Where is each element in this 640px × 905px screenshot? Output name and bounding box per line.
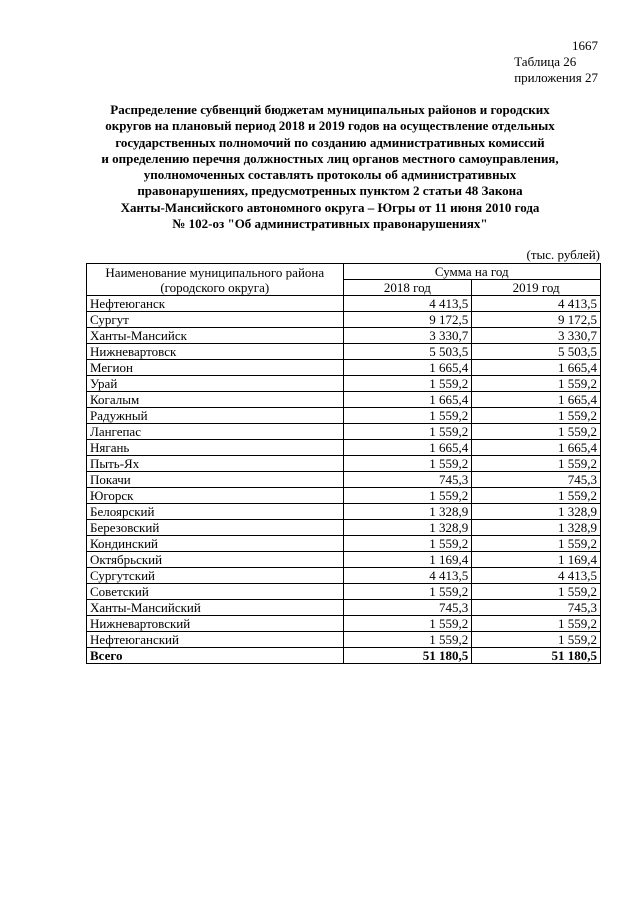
header-2019: 2019 год bbox=[472, 280, 601, 296]
value-2018-cell: 4 413,5 bbox=[343, 296, 472, 312]
title-line: государственных полномочий по созданию административных комиссий bbox=[115, 134, 545, 150]
value-2018-cell: 1 559,2 bbox=[343, 632, 472, 648]
value-2019-cell: 3 330,7 bbox=[472, 328, 601, 344]
table-row bbox=[87, 440, 601, 456]
value-2019-cell: 4 413,5 bbox=[472, 568, 601, 584]
appendix-label: приложения 27 bbox=[514, 70, 598, 85]
header-2018: 2018 год bbox=[343, 280, 472, 296]
value-2019-cell: 745,3 bbox=[472, 472, 601, 488]
value-2019-cell: 1 559,2 bbox=[472, 584, 601, 600]
table-row bbox=[87, 568, 601, 584]
value-2019-cell: 9 172,5 bbox=[472, 312, 601, 328]
table-row bbox=[87, 504, 601, 520]
value-2018-cell: 1 559,2 bbox=[343, 456, 472, 472]
table-row bbox=[87, 312, 601, 328]
value-2018-cell: 745,3 bbox=[343, 472, 472, 488]
table-row bbox=[87, 584, 601, 600]
value-2018-cell: 3 330,7 bbox=[343, 328, 472, 344]
municipality-cell: Нефтеюганский bbox=[87, 632, 344, 648]
title-line: уполномоченных составлять протоколы об административных bbox=[143, 167, 517, 183]
municipality-cell: Октябрьский bbox=[87, 552, 344, 568]
value-2019-cell: 1 559,2 bbox=[472, 488, 601, 504]
value-2019-cell: 1 559,2 bbox=[472, 424, 601, 440]
total-row bbox=[87, 648, 601, 664]
table-row bbox=[87, 392, 601, 408]
table-row bbox=[87, 360, 601, 376]
value-2019-cell: 1 665,4 bbox=[472, 392, 601, 408]
municipality-cell: Нижневартовск bbox=[87, 344, 344, 360]
municipality-cell: Пыть-Ях bbox=[87, 456, 344, 472]
header-municipality-line1: Наименование муниципального района bbox=[105, 264, 325, 280]
value-2019-cell: 1 559,2 bbox=[472, 536, 601, 552]
table-row bbox=[87, 344, 601, 360]
municipality-cell: Радужный bbox=[87, 408, 344, 424]
value-2018-cell: 1 559,2 bbox=[343, 584, 472, 600]
value-2019-cell: 4 413,5 bbox=[472, 296, 601, 312]
title-line: правонарушениях, предусмотренных пунктом 2 статьи 48 Закона bbox=[137, 183, 523, 199]
header-municipality-line2: (городского округа) bbox=[160, 279, 270, 295]
header-municipality bbox=[87, 264, 344, 296]
value-2018-cell: 1 665,4 bbox=[343, 440, 472, 456]
municipality-cell: Белоярский bbox=[87, 504, 344, 520]
title-line: округов на плановый период 2018 и 2019 годов на осуществление отдельных bbox=[105, 118, 555, 134]
title-line: и определению перечня должностных лиц органов местного самоуправления, bbox=[101, 150, 559, 166]
table-row bbox=[87, 296, 601, 312]
value-2018-cell: 1 559,2 bbox=[343, 424, 472, 440]
table-row bbox=[87, 552, 601, 568]
value-2019-cell: 1 559,2 bbox=[472, 456, 601, 472]
value-2019-cell: 1 559,2 bbox=[472, 376, 601, 392]
table-label: Таблица 26 bbox=[514, 54, 577, 69]
value-2018-cell: 1 559,2 bbox=[343, 408, 472, 424]
value-2019-cell: 5 503,5 bbox=[472, 344, 601, 360]
municipality-cell: Нижневартовский bbox=[87, 616, 344, 632]
value-2019-cell: 1 328,9 bbox=[472, 520, 601, 536]
page-number: 1667 bbox=[572, 38, 598, 53]
value-2019-cell: 1 559,2 bbox=[472, 632, 601, 648]
value-2019-cell: 745,3 bbox=[472, 600, 601, 616]
value-2018-cell: 9 172,5 bbox=[343, 312, 472, 328]
municipality-cell: Когалым bbox=[87, 392, 344, 408]
value-2018-cell: 4 413,5 bbox=[343, 568, 472, 584]
value-2019-cell: 51 180,5 bbox=[472, 648, 601, 664]
value-2019-cell: 1 328,9 bbox=[472, 504, 601, 520]
municipality-cell: Мегион bbox=[87, 360, 344, 376]
value-2018-cell: 1 328,9 bbox=[343, 520, 472, 536]
municipality-cell: Югорск bbox=[87, 488, 344, 504]
table-row bbox=[87, 536, 601, 552]
table-row bbox=[87, 616, 601, 632]
value-2018-cell: 5 503,5 bbox=[343, 344, 472, 360]
municipality-cell: Ханты-Мансийский bbox=[87, 600, 344, 616]
table-row bbox=[87, 488, 601, 504]
table-row bbox=[87, 520, 601, 536]
municipality-cell: Кондинский bbox=[87, 536, 344, 552]
value-2019-cell: 1 559,2 bbox=[472, 408, 601, 424]
value-2018-cell: 51 180,5 bbox=[343, 648, 472, 664]
municipality-cell: Нягань bbox=[87, 440, 344, 456]
value-2019-cell: 1 665,4 bbox=[472, 440, 601, 456]
value-2018-cell: 745,3 bbox=[343, 600, 472, 616]
document-title bbox=[60, 102, 600, 232]
municipality-cell: Советский bbox=[87, 584, 344, 600]
value-2018-cell: 1 559,2 bbox=[343, 536, 472, 552]
municipality-cell: Лангепас bbox=[87, 424, 344, 440]
title-line: № 102-оз "Об административных правонарушениях" bbox=[172, 216, 488, 232]
value-2018-cell: 1 559,2 bbox=[343, 488, 472, 504]
value-2018-cell: 1 169,4 bbox=[343, 552, 472, 568]
table-row bbox=[87, 600, 601, 616]
subvention-table bbox=[86, 263, 601, 664]
value-2018-cell: 1 665,4 bbox=[343, 360, 472, 376]
value-2018-cell: 1 559,2 bbox=[343, 616, 472, 632]
title-line: Ханты-Мансийского автономного округа – Югры от 11 июня 2010 года bbox=[120, 199, 540, 215]
value-2019-cell: 1 169,4 bbox=[472, 552, 601, 568]
value-2019-cell: 1 559,2 bbox=[472, 616, 601, 632]
value-2019-cell: 1 665,4 bbox=[472, 360, 601, 376]
units-label: (тыс. рублей) bbox=[526, 247, 600, 262]
table-row bbox=[87, 376, 601, 392]
municipality-cell: Березовский bbox=[87, 520, 344, 536]
header-row-1 bbox=[87, 264, 601, 280]
title-line: Распределение субвенций бюджетам муниципальных районов и городских bbox=[110, 102, 550, 117]
table-row bbox=[87, 632, 601, 648]
table-row bbox=[87, 424, 601, 440]
municipality-cell: Урай bbox=[87, 376, 344, 392]
municipality-cell: Покачи bbox=[87, 472, 344, 488]
table-row bbox=[87, 328, 601, 344]
value-2018-cell: 1 559,2 bbox=[343, 376, 472, 392]
municipality-cell: Ханты-Мансийск bbox=[87, 328, 344, 344]
municipality-cell: Сургутский bbox=[87, 568, 344, 584]
table-row bbox=[87, 408, 601, 424]
municipality-cell: Нефтеюганск bbox=[87, 296, 344, 312]
value-2018-cell: 1 328,9 bbox=[343, 504, 472, 520]
table-row bbox=[87, 472, 601, 488]
appendix-reference bbox=[514, 54, 598, 86]
municipality-cell: Сургут bbox=[87, 312, 344, 328]
value-2018-cell: 1 665,4 bbox=[343, 392, 472, 408]
header-sum: Сумма на год bbox=[343, 264, 600, 280]
table-row bbox=[87, 456, 601, 472]
municipality-cell: Всего bbox=[87, 648, 344, 664]
